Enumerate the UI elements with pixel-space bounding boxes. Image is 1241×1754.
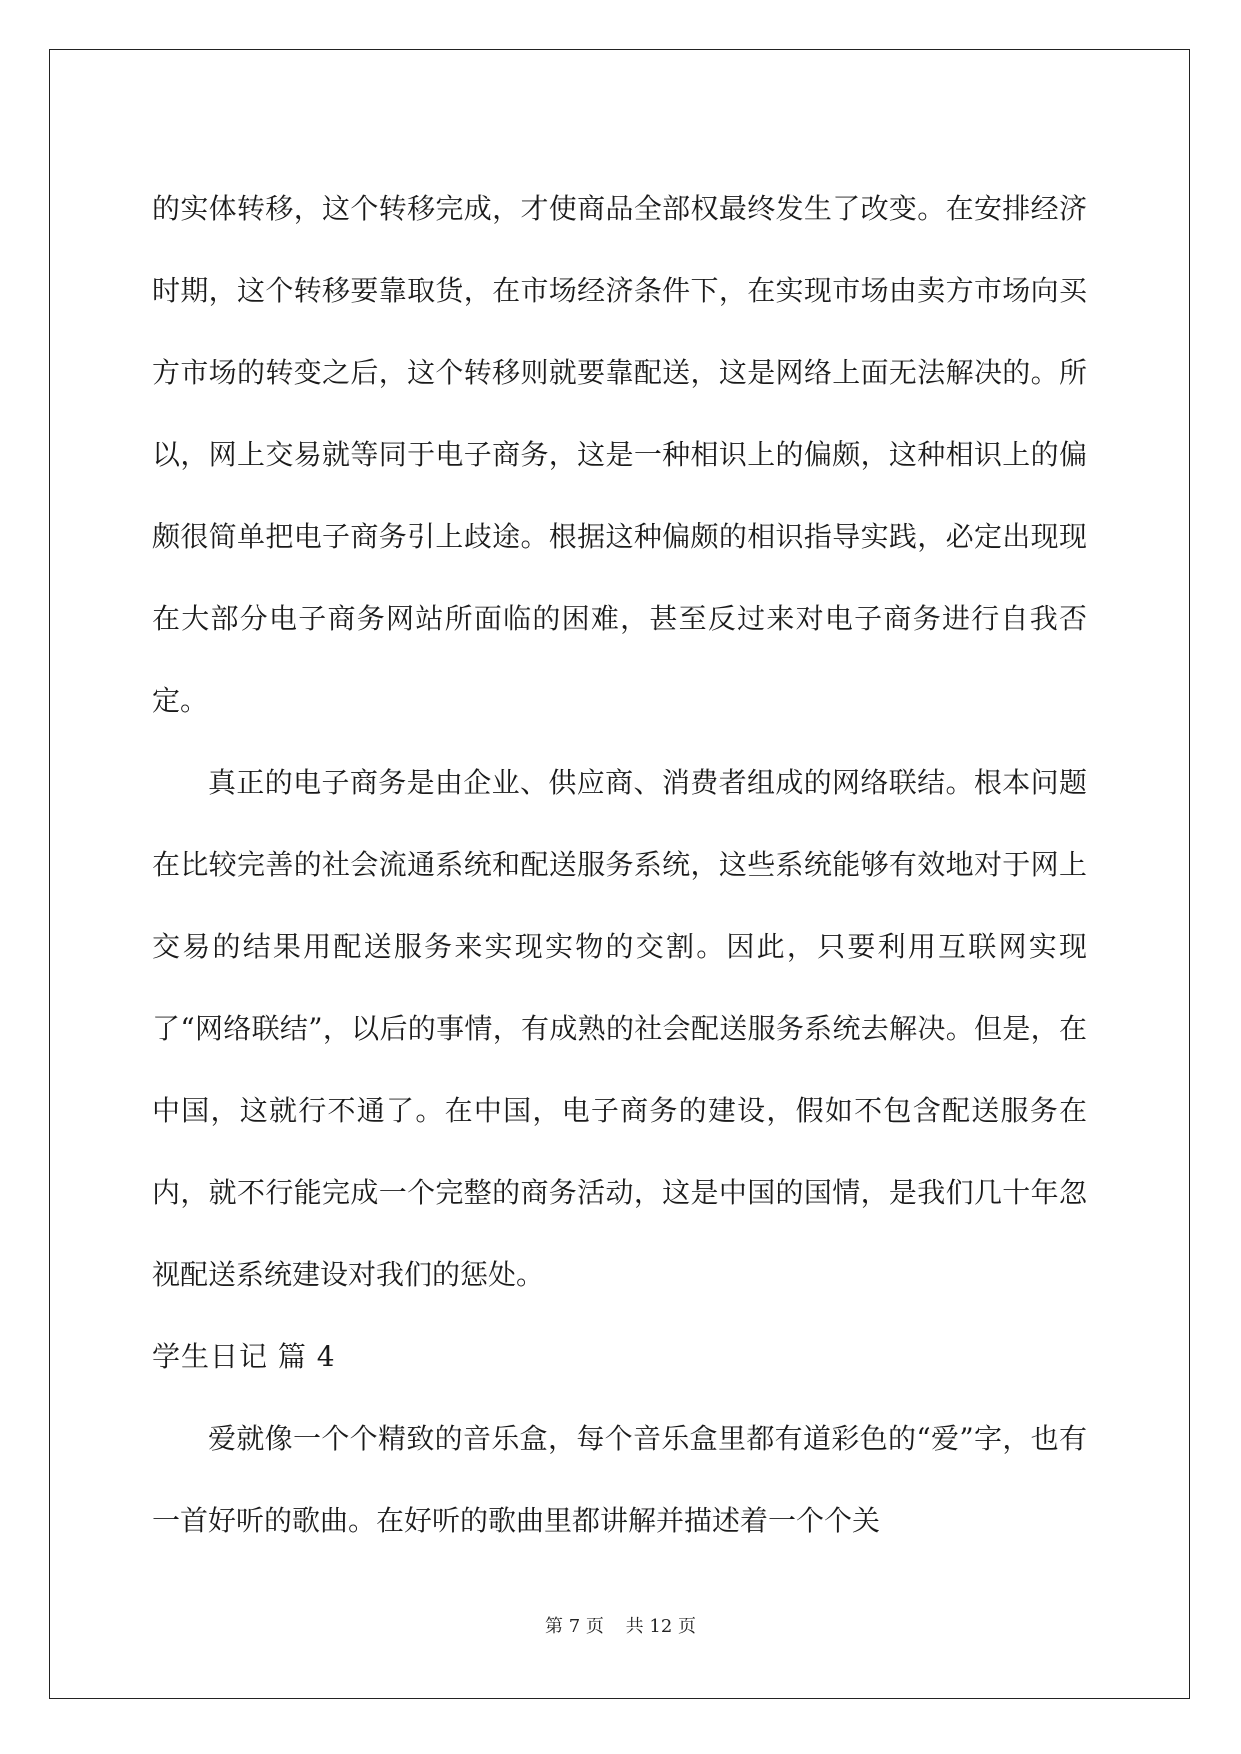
section-heading: 学生日记 篇 4 bbox=[152, 1340, 336, 1373]
document-body bbox=[152, 168, 1087, 1562]
page-total: 共 12 页 bbox=[625, 1616, 696, 1637]
paragraph-1: 的实体转移，这个转移完成，才使商品全部权最终发生了改变。在安排经济时期，这个转移要靠取货，在市场经济条件下，在实现市场由卖方市场向买方市场的转变之后，这个转移则就要靠配送，这是网络上面无法解决的。所以，网上交易就等同于电子商务，这是一种相识上的偏颇，这种相识上的偏颇很简单把电子商务引上歧途。根据这种偏颇的相识指导实践，必定出现现在大部分电子商务网站所面临的困难，甚至反过来对电子商务进行自我否定。 bbox=[152, 192, 1087, 717]
page-number: 第 7 页 bbox=[545, 1616, 604, 1637]
paragraph-3: 爱就像一个个精致的音乐盒，每个音乐盒里都有道彩色的“爱”字，也有一首好听的歌曲。在好听的歌曲里都讲解并描述着一个个关 bbox=[152, 1422, 1087, 1537]
paragraph-2: 真正的电子商务是由企业、供应商、消费者组成的网络联结。根本问题在比较完善的社会流通系统和配送服务系统，这些系统能够有效地对于网上交易的结果用配送服务来实现实物的交割。因此，只要利用互联网实现了“网络联结”，以后的事情，有成熟的社会配送服务系统去解决。但是，在中国，这就行不通了。在中国，电子商务的建设，假如不包含配送服务在内，就不行能完成一个完整的商务活动，这是中国的国情，是我们几十年忽视配送系统建设对我们的惩处。 bbox=[152, 766, 1087, 1291]
page-footer bbox=[0, 1612, 1241, 1638]
